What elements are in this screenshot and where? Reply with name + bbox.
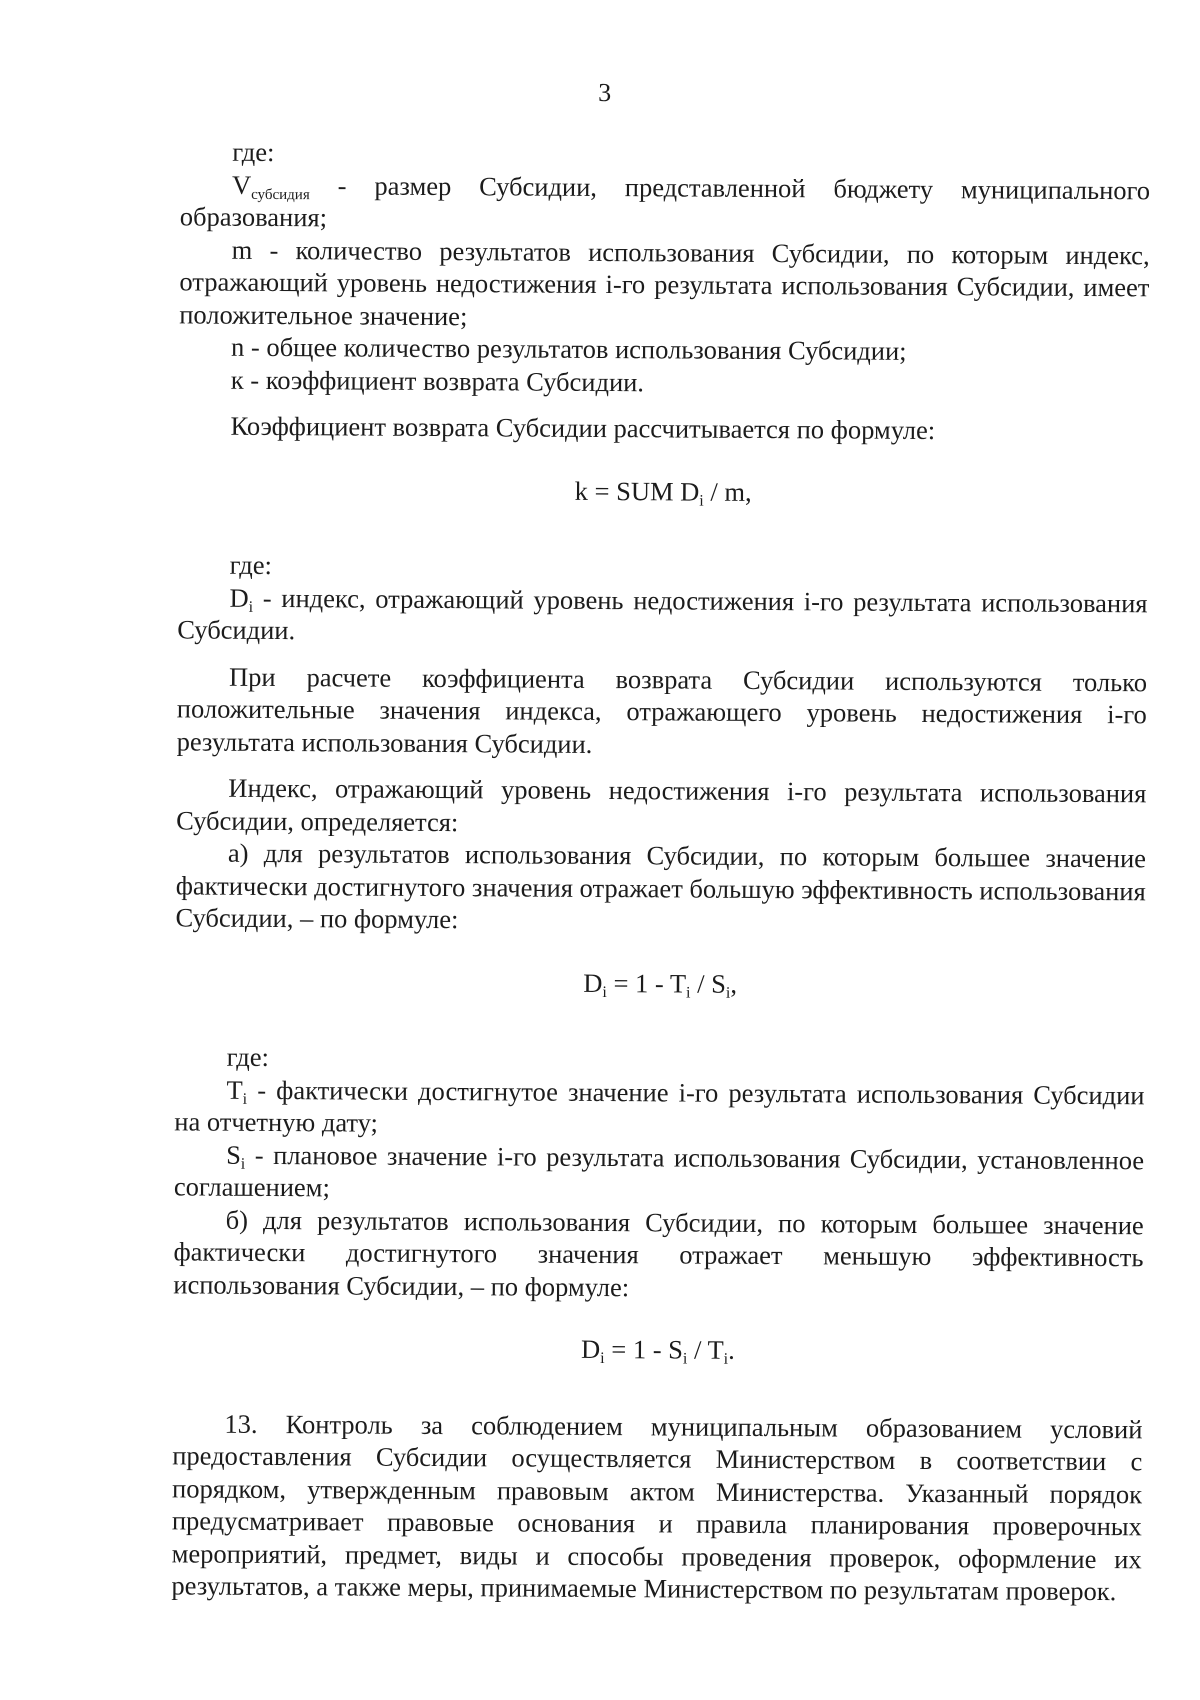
formula-b-block: [173, 1330, 1143, 1368]
index-intro: Индекс, отражающий уровень недостижения i-го результата использования Субсидии, определяется:: [176, 772, 1147, 837]
s-symbol: S: [226, 1139, 241, 1170]
s-subscript: i: [240, 1155, 246, 1173]
where-label-2: где:: [229, 549, 272, 580]
where-label-3: где:: [226, 1041, 269, 1072]
formula-a-mid: = 1 - T: [606, 967, 687, 999]
formula-a-end: ,: [730, 968, 738, 999]
d-definition: [177, 581, 1147, 652]
s-definition: [174, 1138, 1144, 1209]
s-text: - плановое значение i-го результата использования Субсидии, установленное соглашением;: [173, 1139, 1145, 1203]
n-definition: n - общее количество результатов использования Субсидии;: [230, 331, 907, 366]
formula-a-d: D: [583, 967, 603, 998]
formula-a-div: / S: [690, 968, 727, 999]
t-text: - фактически достигнутое значение i-го результата использования Субсидии на отчетную дату;: [174, 1074, 1145, 1138]
d-text: - индекс, отражающий уровень недостижения i-го результата использования Субсидии.: [177, 582, 1148, 646]
case-a-text: а) для результатов использования Субсидии, по которым большее значение фактически достигнутого значения отражает большую эффективность использования Субсидии, – по формуле:: [175, 837, 1147, 935]
formula-k-left: k = SUM D: [574, 475, 700, 507]
v-definition: [180, 168, 1150, 239]
case-b-text: б) для результатов использования Субсидии, по которым большее значение фактически достигнутого значения отражает меньшую эффективность использования Субсидии, – по формуле:: [173, 1204, 1144, 1302]
formula-k-sub: i: [699, 492, 704, 510]
formula-a-t-sub: i: [686, 984, 691, 1002]
m-definition: m - количество результатов использования Субсидии, по которым индекс, отражающий уровень недостижения i-го результата использования Субсидии, имеет положительное значение;: [179, 234, 1150, 331]
formula-b-end: .: [728, 1334, 735, 1365]
k-definition: к - коэффициент возврата Субсидии.: [230, 364, 645, 397]
coefficient-intro: Коэффициент возврата Субсидии рассчитывается по формуле:: [230, 410, 936, 446]
d-symbol: D: [229, 582, 249, 613]
formula-a-s-sub: i: [725, 984, 731, 1002]
document-body: [171, 135, 1150, 1607]
t-symbol: T: [226, 1074, 243, 1105]
v-subscript: субсидия: [251, 186, 310, 203]
v-symbol: V: [231, 169, 252, 200]
formula-b-mid: = 1 - S: [604, 1334, 684, 1365]
positive-values-note: При расчете коэффициента возврата Субсидии используются только положительные значения индекса, отражающего уровень недостижения i-го результата использования Субсидии.: [176, 661, 1148, 759]
formula-a-d-sub: i: [602, 983, 607, 1001]
v-text: - размер Субсидии, представленной бюджету муниципального образования;: [179, 169, 1151, 233]
section-13-paragraph: 13. Контроль за соблюдением муниципальным образованием условий предоставления Субсидии осуществляется Министерством в соответствии с порядком, утвержденным правовым актом Министерства. Указанный порядок предусматривает правовые основания и правила планирования проверочных мероприятий, предмет, виды и способы проведения проверок, оформление их результатов, а также меры, принимаемые Министерством по результатам проверок.: [171, 1408, 1143, 1607]
page-number: 3: [598, 77, 612, 108]
d-subscript: i: [248, 598, 254, 616]
formula-k-block: [178, 472, 1148, 510]
formula-b-t-sub: i: [723, 1350, 729, 1368]
where-label-1: где:: [232, 136, 275, 167]
formula-k: [178, 472, 1148, 510]
formula-a-block: [175, 964, 1145, 1002]
formula-a: [175, 964, 1145, 1002]
formula-k-right: / m,: [703, 476, 752, 507]
t-subscript: i: [242, 1090, 248, 1108]
formula-b-d: D: [580, 1333, 601, 1365]
formula-b-div: / T: [687, 1334, 724, 1365]
formula-b: [173, 1330, 1143, 1368]
formula-b-s-sub: i: [682, 1350, 688, 1368]
formula-b-d-sub: i: [600, 1350, 605, 1368]
t-definition: [174, 1073, 1144, 1144]
